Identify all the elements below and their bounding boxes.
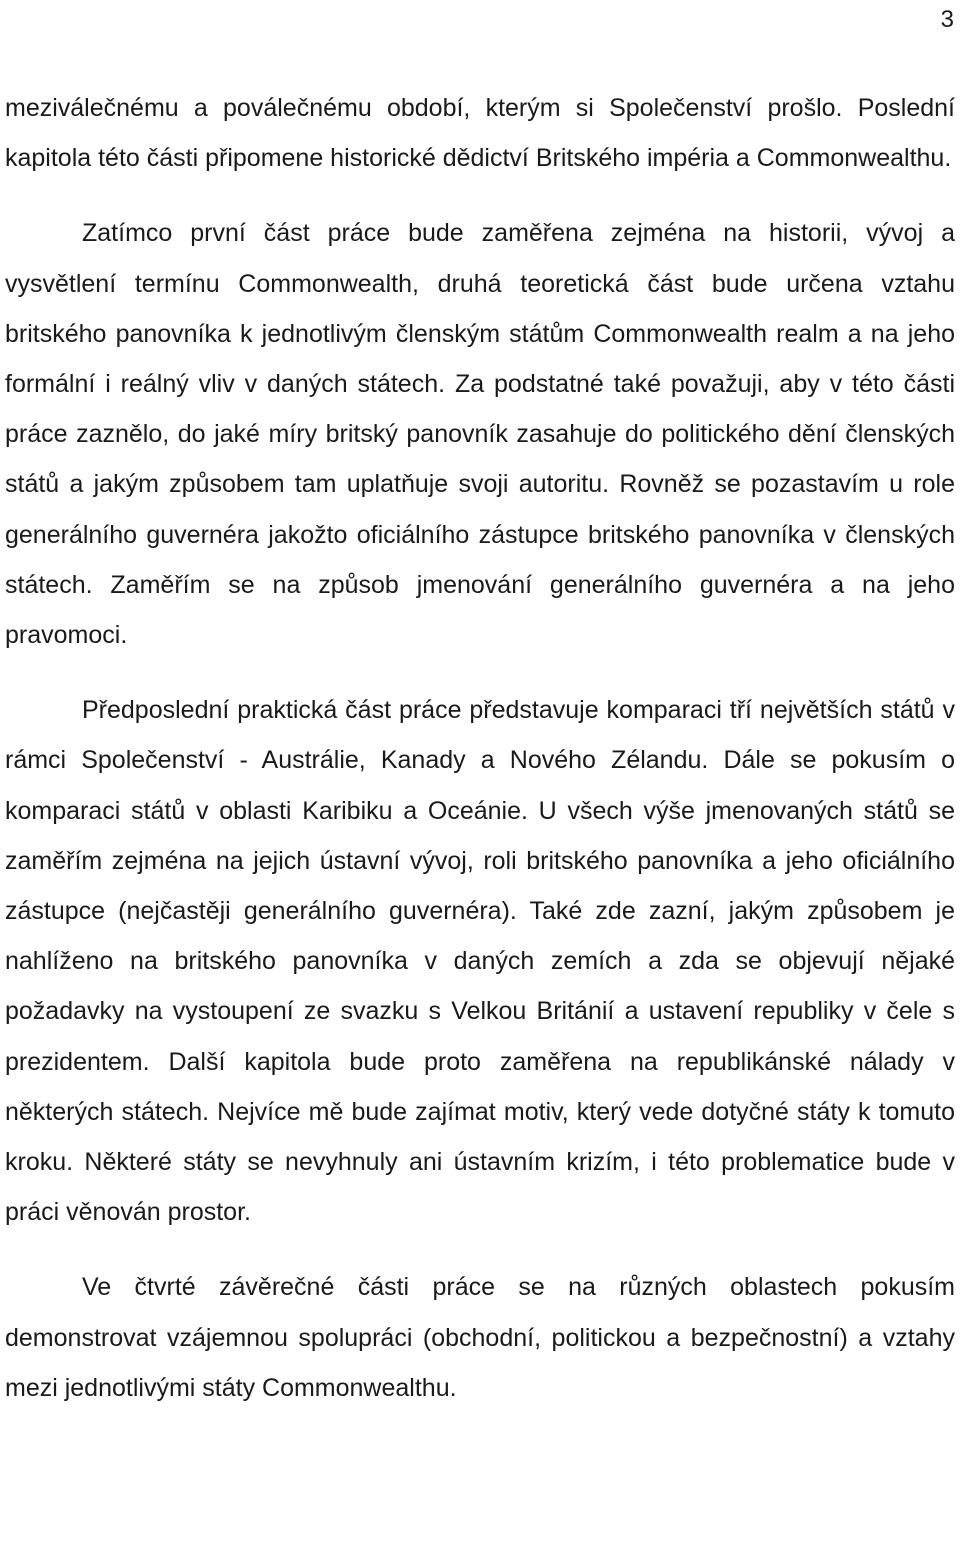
paragraph-4: Ve čtvrté závěrečné části práce se na různých oblastech pokusím demonstrovat vzájemnou spolupráci (obchodní, politickou a bezpečnostní) a vztahy mezi jednotlivými státy Commonwealthu. [5,1273,955,1402]
page-number: 3 [940,6,954,33]
paragraph-2: Zatímco první část práce bude zaměřena zejména na historii, vývoj a vysvětlení termínu Commonwealth, druhá teoretická část bude určena vztahu britského panovníka k jednotlivým členským státům Commonwealth realm a na jeho formální i reálný vliv v daných státech. Za podstatné také považuji, aby v této části práce zaznělo, do jaké míry britský panovník zasahuje do politického dění členských států a jakým způsobem tam uplatňuje svoji autoritu. Rovněž se pozastavím u role generálního guvernéra jakožto oficiálního zástupce britského panovníka v členských státech. Zaměřím se na způsob jmenování generálního guvernéra a na jeho pravomoci. [5,219,955,650]
document-body [5,83,955,1413]
paragraph-1: meziválečnému a poválečnému období, kterým si Společenství prošlo. Poslední kapitola této části připomene historické dědictví Britského impéria a Commonwealthu. [5,94,955,173]
paragraph-3: Předposlední praktická část práce představuje komparaci tří největších států v rámci Společenství - Austrálie, Kanady a Nového Zélandu. Dále se pokusím o komparaci států v oblasti Karibiku a Oceánie. U všech výše jmenovaných států se zaměřím zejména na jejich ústavní vývoj, roli britského panovníka a jeho oficiálního zástupce (nejčastěji generálního guvernéra). Také zde zazní, jakým způsobem je nahlíženo na britského panovníka v daných zemích a zda se objevují nějaké požadavky na vystoupení ze svazku s Velkou Británií a ustavení republiky v čele s prezidentem. Další kapitola bude proto zaměřena na republikánské nálady v některých státech. Nejvíce mě bude zajímat motiv, který vede dotyčné státy k tomuto kroku. Některé státy se nevyhnuly ani ústavním krizím, i této problematice bude v práci věnován prostor. [5,696,955,1227]
